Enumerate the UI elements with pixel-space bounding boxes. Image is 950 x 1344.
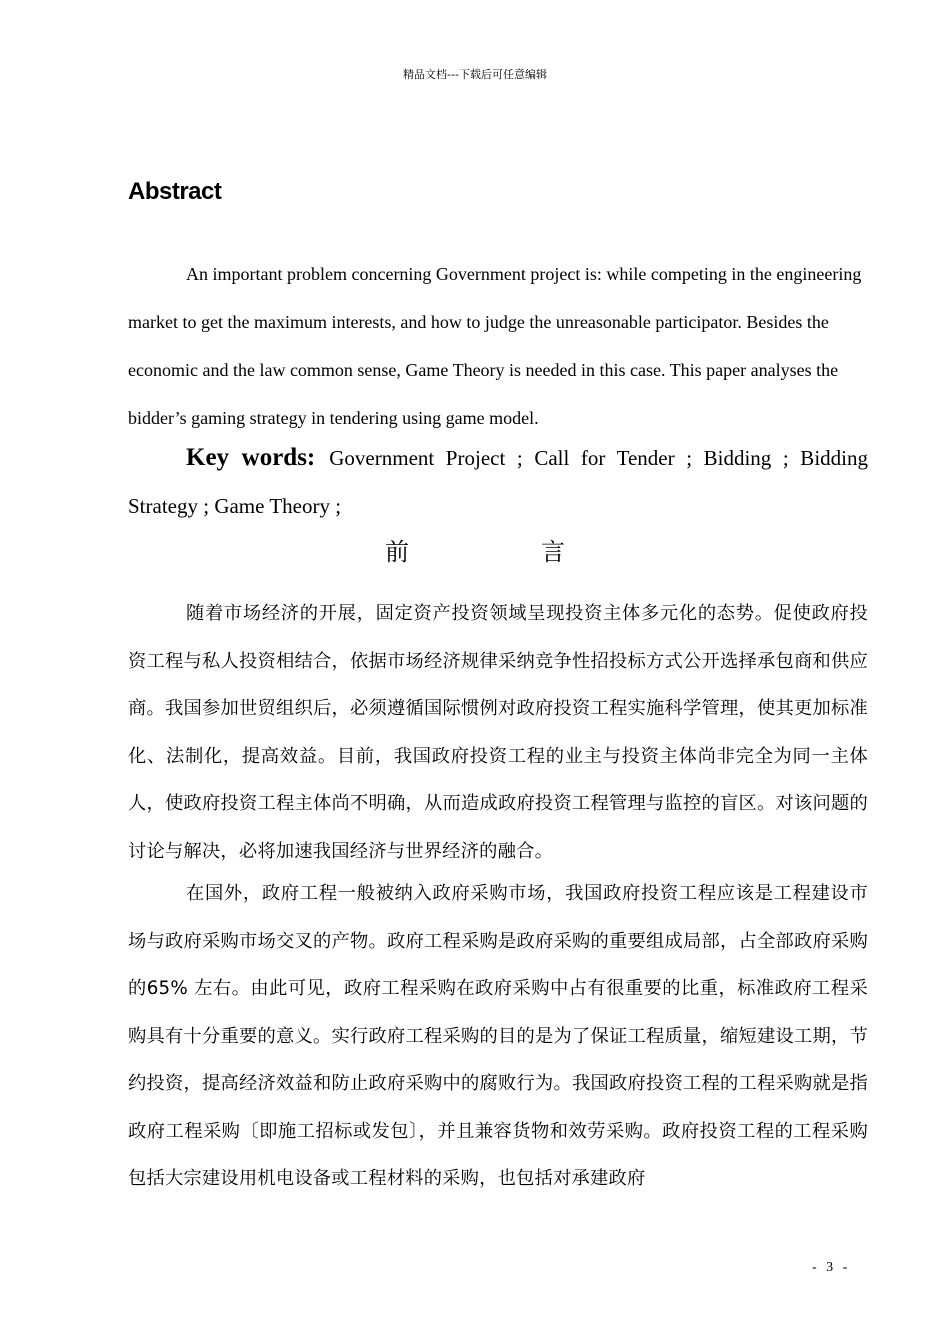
preface-heading xyxy=(0,532,950,567)
preface-paragraph-1: 随着市场经济的开展，固定资产投资领域呈现投资主体多元化的态势。促使政府投资工程与私人投资相结合，依据市场经济规律采纳竞争性招投标方式公开选择承包商和供应商。我国参加世贸组织后，必须遵循国际惯例对政府投资工程实施科学管理，使其更加标准化、法制化，提高效益。目前，我国政府投资工程的业主与投资主体尚非完全为同一主体人，使政府投资工程主体尚不明确，从而造成政府投资工程管理与监控的盲区。对该问题的讨论与解决，必将加速我国经济与世界经济的融合。 xyxy=(128,603,868,862)
preface-heading-left: 前 xyxy=(385,538,409,566)
keywords-text: Government Project ; Call for Tender ; Bidding ; Bidding Strategy ; Game Theory ; xyxy=(128,446,868,518)
keywords-line xyxy=(128,434,868,530)
abstract-paragraph: An important problem concerning Government project is: while competing in the engineering market to get the maximum interests, and how to judge the unreasonable participator. Besides the economic and the law common sense, Game Theory is needed in this case. This paper analyses the bidder’s gaming strategy in tendering using game model. xyxy=(128,264,862,428)
abstract-title: Abstract xyxy=(128,178,222,205)
page-header: 精品文档---下载后可任意编辑 xyxy=(403,68,547,81)
preface-heading-right: 言 xyxy=(541,538,565,566)
page-number: - 3 - xyxy=(812,1260,851,1275)
keywords-label: Key words: xyxy=(186,444,316,471)
preface-paragraph-2: 在国外，政府工程一般被纳入政府采购市场，我国政府投资工程应该是工程建设市场与政府采购市场交叉的产物。政府工程采购是政府采购的重要组成局部，占全部政府采购的65% 左右。由此可见，政府工程采购在政府采购中占有很重要的比重，标准政府工程采购具有十分重要的意义。实行政府工程采购的目的是为了保证工程质量，缩短建设工期，节约投资，提高经济效益和防止政府采购中的腐败行为。我国政府投资工程的工程采购就是指政府工程采购〔即施工招标或发包〕，并且兼容货物和效劳采购。政府投资工程的工程采购包括大宗建设用机电设备或工程材料的采购，也包括对承建政府 xyxy=(128,883,868,1189)
